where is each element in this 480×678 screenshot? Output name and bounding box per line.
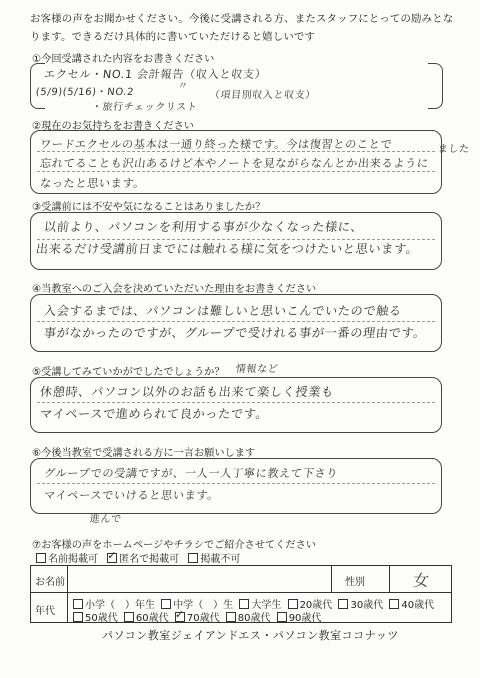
consent-option-name[interactable]: 名前掲載可 (36, 554, 98, 565)
question-4-label: ④当教室へのご入会を決めていただいた理由をお書きください (32, 284, 317, 295)
answer-2-margin-note: ました (437, 144, 471, 155)
bracket-right (428, 63, 443, 109)
age-option[interactable]: 大学生 (239, 600, 281, 611)
consent-options (36, 550, 240, 565)
answer-5-line-2: マイペースで進められて良かったです。 (39, 407, 270, 421)
name-label: お名前 (35, 577, 65, 588)
consent-option-anonymous[interactable]: ✓ 匿名で掲載可 (107, 554, 179, 565)
answer-4-line-1: 入会するまでは、パソコンは難しいと思いこんでいたので触る (43, 304, 403, 318)
answer-1-line-1: エクセル・NO.1 会計報告（収入と収支） (43, 68, 268, 81)
answer-2-line-1: ワードエクセルの基本は一通り終った様です。今は復習とのことで (39, 138, 393, 151)
question-1-label: ①今回受講された内容をお書きください (32, 54, 215, 65)
answer-4-line-2: 事がなかったのですが、グループで受けれる事が一番の理由です。 (43, 326, 427, 340)
age-option[interactable]: 30歳代 (338, 600, 383, 611)
checkbox[interactable] (36, 553, 46, 563)
age-option[interactable]: 中学（ ）生 (161, 600, 233, 611)
answer-5-insert: 情報など (235, 364, 279, 375)
intro-line: ります。できるだけ具体的に書いていただけると嬉しいです (30, 31, 316, 43)
question-3-label: ③受講前には不安や気になることはありましたか？ (32, 202, 266, 213)
checkbox[interactable] (188, 553, 198, 563)
answer-1-line-3: （項目別収入と収支） (209, 90, 317, 101)
question-2-label: ②現在のお気持ちをお書きください (32, 121, 194, 132)
age-option-70s[interactable]: ✓ 70歳代 (175, 613, 220, 624)
form-row-name (31, 566, 451, 593)
age-option[interactable]: 40歳代 (389, 600, 434, 611)
question-6-label: ⑥今後当教室で受講される方に一言お願いします (32, 448, 256, 459)
intro-line: お客様の声をお聞かせください。今後に受講される方、またスタッフにとっての励みとな (30, 13, 454, 25)
age-option[interactable]: 20歳代 (288, 600, 333, 611)
answer-3-line-1: 以前より、パソコンを利用する事が少なくなった様に、 (43, 220, 365, 234)
gender-value: 女 (411, 571, 431, 590)
age-label: 年代 (35, 606, 55, 617)
respondent-form (30, 565, 452, 623)
answer-1-line-4: ・旅行チェックリスト (91, 102, 198, 113)
age-row-2 (73, 609, 321, 624)
answer-6-line-2: マイペースでいけると思います。 (43, 489, 220, 502)
age-option[interactable]: 90歳代 (277, 613, 322, 624)
question-7-label: ⑦お客様の声をホームページやチラシでご紹介させてください (32, 540, 316, 551)
consent-option-none[interactable]: 掲載不可 (188, 554, 240, 565)
answer-6-line-1: グループでの受講ですが、一人一人丁寧に教えて下さり (43, 467, 339, 480)
gender-label: 性別 (345, 577, 365, 588)
age-option[interactable]: 50歳代 (73, 613, 118, 624)
intro-text (30, 10, 460, 46)
answer-5-line-1: 休憩時、パソコン以外のお話も出来て楽しく授業も (39, 385, 335, 399)
question-5-label: ⑤受講してみていかがでしたでしょうか？ (32, 367, 225, 378)
age-option[interactable]: 80歳代 (226, 613, 271, 624)
answer-3-line-2: 出来るだけ受講前日までには触れる様に気をつけたいと思います。 (35, 242, 420, 256)
answer-2-line-3: なったと思います。 (39, 177, 146, 190)
answer-6-insert: 進んで (89, 514, 123, 525)
age-option[interactable]: 小学（ ）年生 (73, 600, 155, 611)
checkbox-checked[interactable] (107, 553, 117, 563)
ditto-mark: 〃 (177, 81, 189, 92)
footer-school-name: パソコン教室ジェイアンドエス・パソコン教室ココナッツ (102, 629, 399, 642)
answer-2-line-2: 忘れてることも沢山あるけど本やノートを見ながらなんとか出来るように (39, 157, 430, 170)
answer-1-dates: (5/9)(5/16)・NO.2 (35, 87, 135, 98)
age-option[interactable]: 60歳代 (124, 613, 169, 624)
